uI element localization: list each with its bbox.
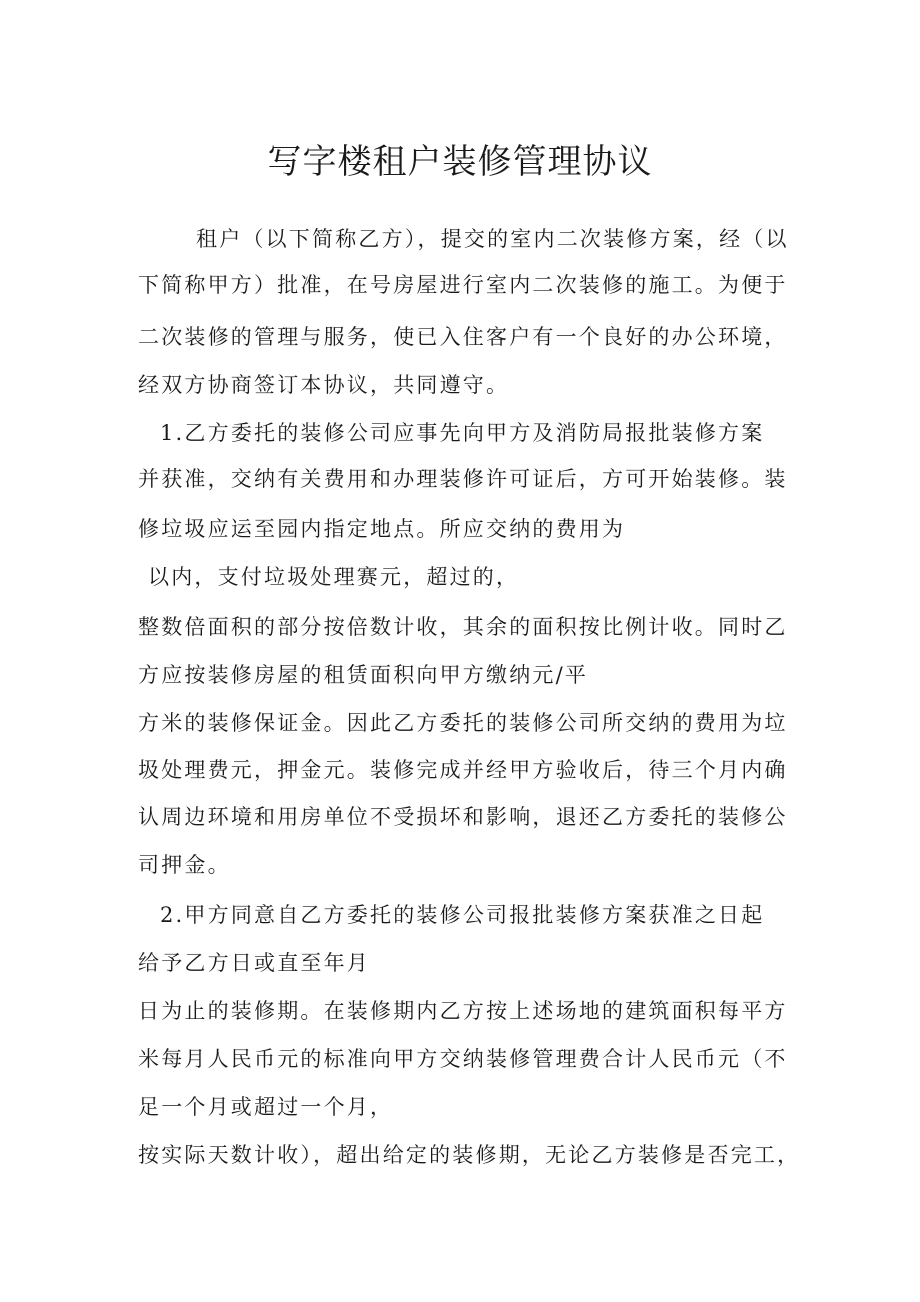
paragraph-line: 整数倍面积的部分按倍数计收，其余的面积按比例计收。同时乙: [138, 615, 788, 639]
paragraph-line: 足一个月或超过一个月，: [138, 1095, 394, 1119]
paragraph-line: 方应按装修房屋的租赁面积向甲方缴纳元/平: [138, 663, 589, 687]
paragraph-line: 方米的装修保证金。因此乙方委托的装修公司所交纳的费用为垃: [138, 711, 788, 735]
paragraph-line: 二次装修的管理与服务，使已入住客户有一个良好的办公环境，: [138, 325, 788, 349]
paragraph-line: 1.乙方委托的装修公司应事先向甲方及消防局报批装修方案: [160, 421, 765, 445]
paragraph-line: 司押金。: [138, 853, 231, 877]
paragraph-line: 认周边环境和用房单位不受损坏和影响，退还乙方委托的装修公: [138, 805, 788, 829]
paragraph-line: 租户（以下简称乙方），提交的室内二次装修方案，经（以: [196, 227, 789, 251]
paragraph-line: 经双方协商签订本协议，共同遵守。: [138, 373, 510, 397]
paragraph-line: 按实际天数计收），超出给定的装修期，无论乙方装修是否完工，: [138, 1143, 801, 1167]
paragraph-line: 圾处理费元，押金元。装修完成并经甲方验收后，待三个月内确: [138, 758, 788, 782]
paragraph-line: 日为止的装修期。在装修期内乙方按上述场地的建筑面积每平方: [138, 999, 788, 1023]
document-title: 写字楼租户装修管理协议: [267, 142, 653, 182]
paragraph-line: 并获准，交纳有关费用和办理装修许可证后，方可开始装修。装: [138, 467, 788, 491]
paragraph-line: 2.甲方同意自乙方委托的装修公司报批装修方案获准之日起: [160, 903, 765, 927]
paragraph-line: 修垃圾应运至园内指定地点。所应交纳的费用为: [138, 517, 626, 541]
paragraph-line: 给予乙方日或直至年月: [138, 951, 370, 975]
paragraph-line: 下简称甲方）批准，在号房屋进行室内二次装修的施工。为便于: [138, 273, 788, 297]
paragraph-line: 米每月人民币元的标准向甲方交纳装修管理费合计人民币元（不: [138, 1047, 788, 1071]
paragraph-line: 以内，支付垃圾处理赛元，超过的，: [148, 565, 520, 589]
